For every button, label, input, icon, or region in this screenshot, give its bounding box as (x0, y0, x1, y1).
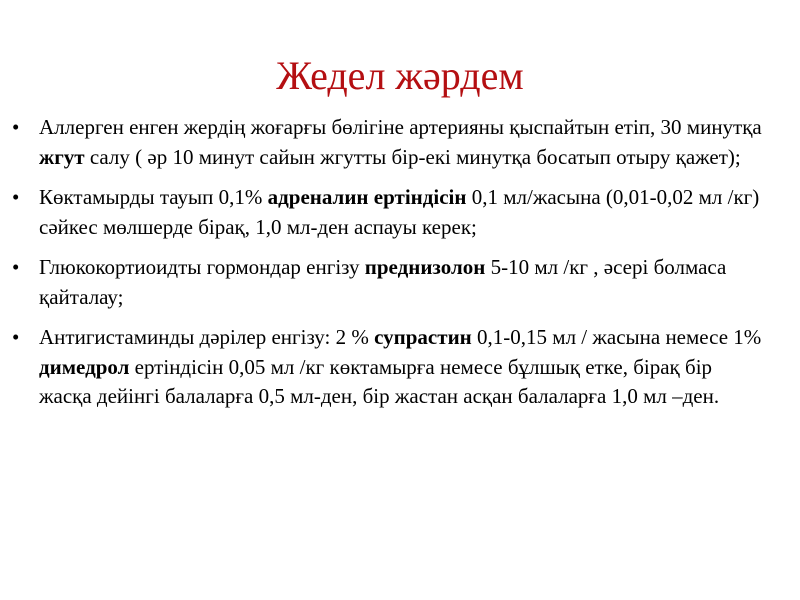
bullet-item-adrenaline (0, 183, 800, 242)
text-segment: 5-10 мл /кг , әсері болмаса қайталау; (39, 255, 727, 309)
bullet-icon: • (12, 325, 20, 349)
slide-title: Жедел жәрдем (276, 53, 524, 98)
drug-term-suprastin: супрастин (374, 325, 472, 349)
bullet-item-prednisolone (0, 253, 800, 312)
drug-term-adrenaline: адреналин ертіндісін (267, 185, 467, 209)
bullet-icon: • (12, 115, 20, 139)
drug-term-tourniquet: жгут (39, 144, 85, 169)
text-segment: Көктамырды тауып 0,1% (39, 185, 268, 209)
bullet-icon: • (12, 255, 20, 279)
text-segment: салу ( әр 10 минут сайын жгутты бір-екі минутқа босатып отыру қажет); (84, 144, 741, 169)
bullet-icon: • (12, 185, 20, 209)
text-segment: 0,1-0,15 мл / жасына немесе 1% (471, 325, 762, 349)
text-segment: ертіндісін 0,05 мл /кг көктамырға немесе бұлшық етке, бірақ бір жасқа дейінгі балаларға 0,5 мл-ден, бір жастан асқан балаларға 1,0 мл –ден. (39, 354, 720, 408)
text-segment: Антигистаминды дәрілер енгізу: 2 % (39, 325, 375, 349)
bullet-item-antihistamines (0, 323, 800, 412)
drug-term-prednisolone: преднизолон (364, 255, 486, 279)
text-segment: Аллерген енген жердің жоғарғы бөлігіне артерияны қыспайтын етіп, 30 минутқа (39, 115, 762, 139)
bullet-list (0, 113, 800, 423)
text-segment: Глюкокортиоидты гормондар енгізу (39, 255, 365, 279)
bullet-item-tourniquet (0, 113, 800, 172)
drug-term-dimedrol: димедрол (39, 354, 130, 379)
text-segment: 0,1 мл/жасына (0,01-0,02 мл /кг) сәйкес мөлшерде бірақ, 1,0 мл-ден аспауы керек; (39, 185, 760, 239)
